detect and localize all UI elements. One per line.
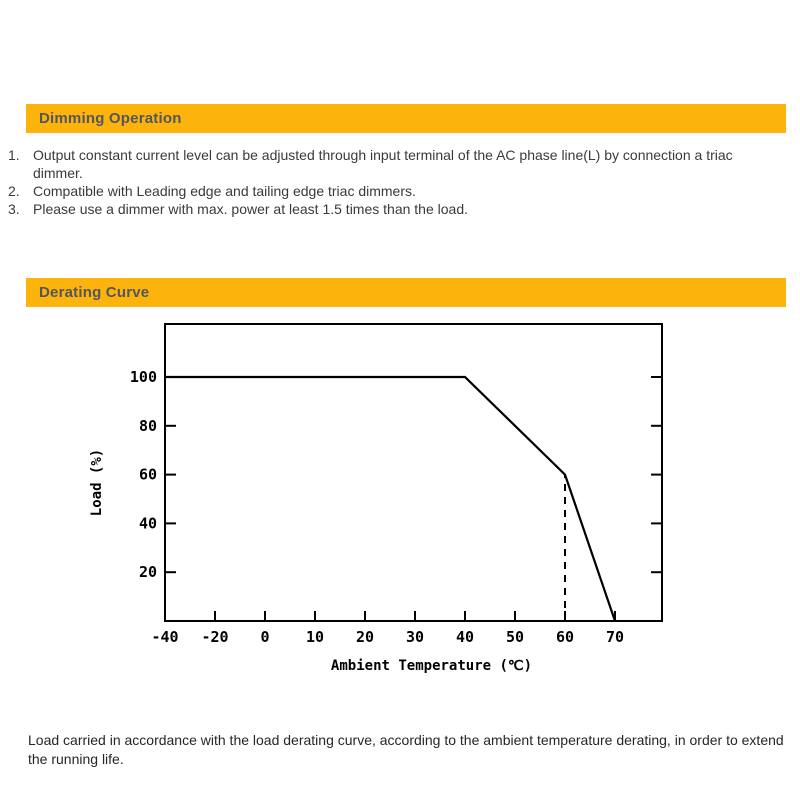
x-tick-label: 30 — [405, 628, 425, 646]
section-header-dimming-operation — [26, 104, 786, 133]
x-tick-label: 20 — [355, 628, 375, 646]
y-tick-label: 60 — [138, 465, 157, 484]
x-tick-label: -40 — [151, 628, 179, 646]
derating-chart — [85, 315, 705, 680]
section-header-derating-curve — [26, 278, 786, 307]
list-item — [8, 146, 786, 182]
list-item-text: Output constant current level can be adjusted through input terminal of the AC phase line(L) by connection a triac dimmer. — [33, 147, 733, 181]
derating-note-text: Load carried in accordance with the load derating curve, according to the ambient temperature derating, in order to extend the running life. — [28, 732, 784, 767]
x-tick-label: -20 — [201, 628, 229, 646]
y-tick-label: 20 — [138, 563, 157, 582]
list-item — [8, 182, 786, 200]
list-item-text: Compatible with Leading edge and tailing edge triac dimmers. — [33, 183, 416, 199]
x-tick-label: 10 — [305, 628, 325, 646]
y-axis-title: Load (%) — [89, 448, 105, 517]
list-item-number: 2. — [8, 183, 20, 199]
x-tick-label: 70 — [605, 628, 625, 646]
y-tick-label: 80 — [138, 416, 157, 435]
derating-line — [165, 377, 615, 621]
dimming-notes-list — [8, 146, 786, 218]
section-title: Dimming Operation — [39, 110, 182, 127]
y-tick-label: 100 — [129, 368, 157, 386]
list-item-number: 1. — [8, 147, 20, 163]
y-tick-label: 40 — [138, 514, 157, 533]
x-tick-label: 50 — [505, 628, 525, 646]
x-tick-label: 60 — [555, 628, 575, 646]
section-title: Derating Curve — [39, 284, 150, 301]
x-axis-title: Ambient Temperature (℃) — [330, 658, 533, 674]
derating-chart-svg — [85, 315, 705, 680]
list-item-number: 3. — [8, 201, 20, 217]
list-item — [8, 200, 786, 218]
x-tick-label: 0 — [260, 628, 270, 646]
list-item-text: Please use a dimmer with max. power at least 1.5 times than the load. — [33, 201, 468, 217]
x-tick-label: 40 — [455, 628, 475, 646]
plot-frame — [165, 324, 662, 621]
